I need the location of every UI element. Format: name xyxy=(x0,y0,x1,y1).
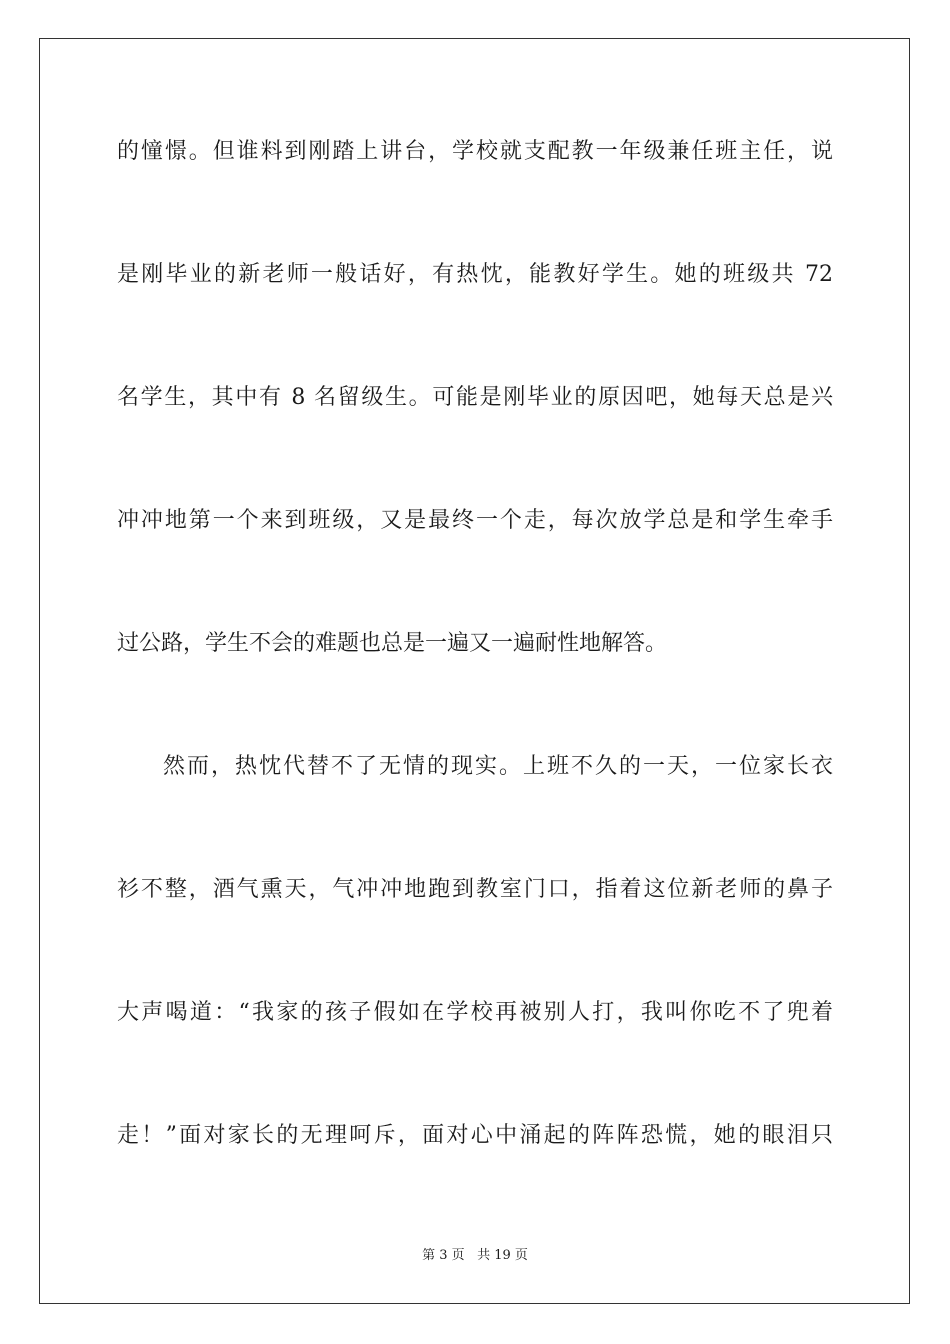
page-total: 共 19 页 xyxy=(477,1248,528,1263)
paragraph-line-2: 是刚毕业的新老师一般话好，有热忱，能教好学生。她的班级共 72 xyxy=(117,262,833,287)
paragraph-line-4: 冲冲地第一个来到班级，又是最终一个走，每次放学总是和学生牵手 xyxy=(117,508,833,533)
paragraph-line-8: 大声喝道：“我家的孩子假如在学校再被别人打，我叫你吃不了兜着 xyxy=(117,1000,833,1025)
paragraph-line-7: 衫不整，酒气熏天，气冲冲地跑到教室门口，指着这位新老师的鼻子 xyxy=(117,877,833,902)
page-border xyxy=(39,38,910,1304)
paragraph-line-5: 过公路，学生不会的难题也总是一遍又一遍耐性地解答。 xyxy=(117,631,668,656)
paragraph-line-3: 名学生，其中有 8 名留级生。可能是刚毕业的原因吧，她每天总是兴 xyxy=(117,385,833,410)
paragraph-line-1: 的憧憬。但谁料到刚踏上讲台，学校就支配教一年级兼任班主任，说 xyxy=(117,139,833,164)
paragraph-line-9: 走！”面对家长的无理呵斥，面对心中涌起的阵阵恐慌，她的眼泪只 xyxy=(117,1123,833,1148)
paragraph-line-6: 然而，热忱代替不了无情的现实。上班不久的一天，一位家长衣 xyxy=(163,754,833,779)
page-number: 第 3 页 xyxy=(422,1248,465,1263)
page-footer xyxy=(0,1247,950,1265)
